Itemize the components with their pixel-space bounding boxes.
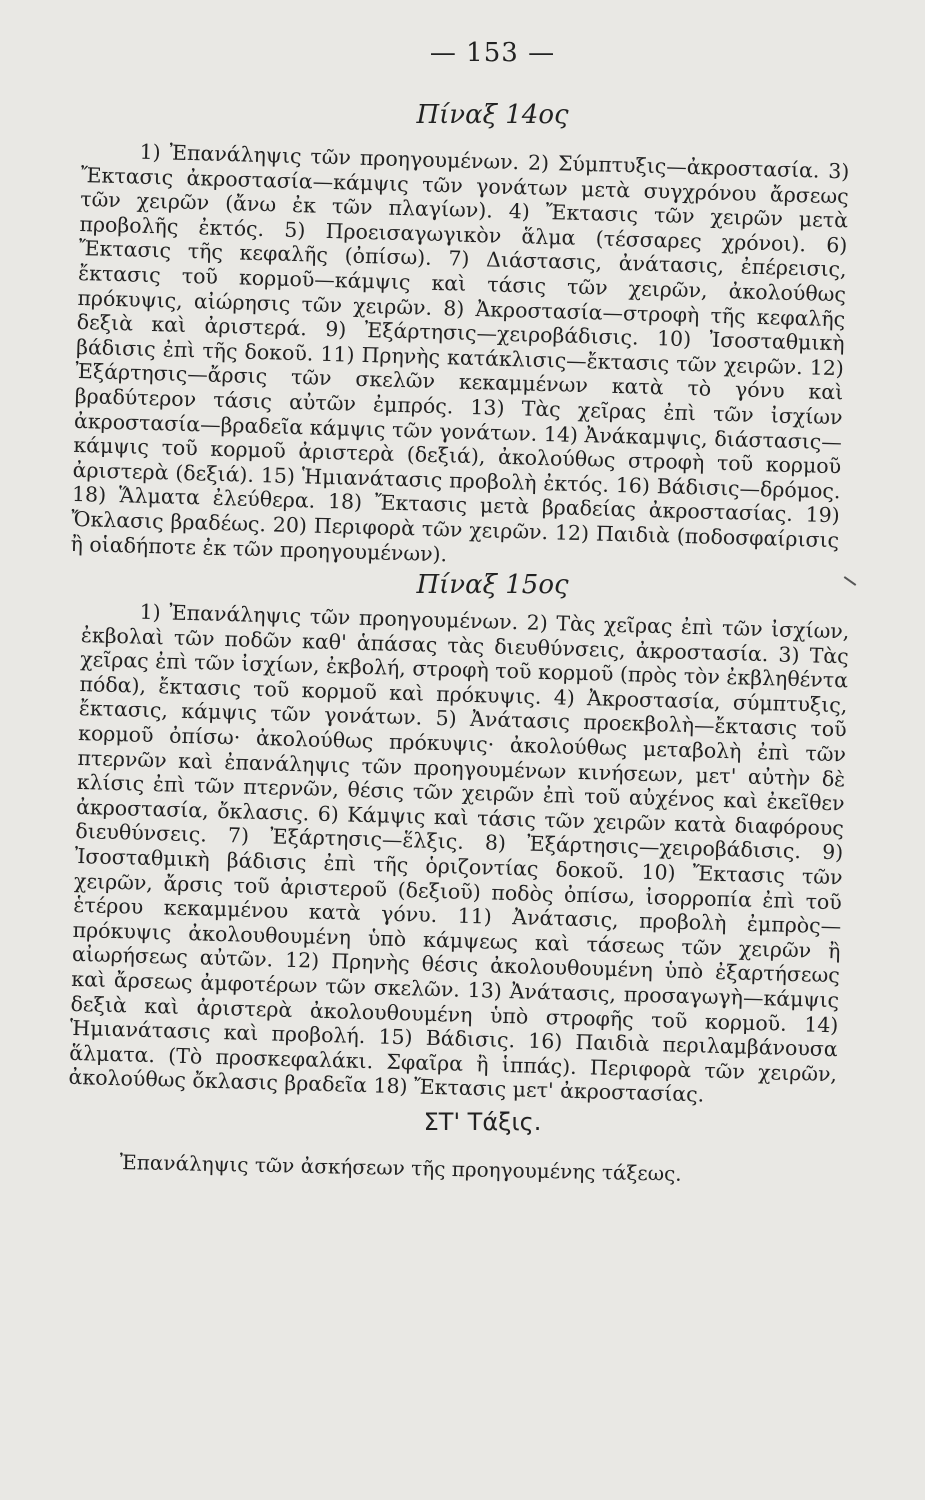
page-number: — 153 — [429,38,556,68]
class-6-heading: ΣΤ' Τάξις. [423,1108,542,1136]
table-15-title: Πίναξ 15ος [416,570,569,600]
table-14-exercises: 1) Ἐπανάληψις τῶν προηγουμένων. 2) Σύμπτυξις—ἀκροστασία. 3) Ἔκτασις ἀκροστασία—κάμψις τῶν γονάτων μετὰ συγχρόνου ἄρσεως τῶν χειρῶν (ἄνω ἐκ τῶν πλαγίων). 4) Ἔκτασις τῶν χειρῶν μετὰ προβολῆς ἐκτός. 5) Προεισαγωγικὸν ἅλμα (τέσσαρες χρόνοι). 6) Ἔκτασις τῆς κεφαλῆς (ὀπίσω). 7) Διάστασις, ἀνάτασις, ἐπέρεισις, ἔκτασις τοῦ κορμοῦ—κάμψις καὶ τάσις τῶν χειρῶν, ἀκολούθως πρόκυψις, αἰώρησις τῶν χειρῶν. 8) Ἀκροστασία—στροφὴ τῆς κεφαλῆς δεξιὰ καὶ ἀριστερά. 9) Ἐξάρτησις—χειροβάδισις. 10) Ἰσοσταθμικὴ βάδισις ἐπὶ τῆς δοκοῦ. 11) Πρηνὴς κατάκλισις—ἔκτασις τῶν χειρῶν. 12) Ἐξάρτησις—ἄρσις τῶν σκελῶν κεκαμμένων κατὰ τὸ γόνυ καὶ βραδύτερον τάσις αὐτῶν ἐμπρός. 13) Τὰς χεῖρας ἐπὶ τῶν ἰσχίων ἀκροστασία—βραδεῖα κάμψις τῶν γονάτων. 14) Ἀνάκαμψις, διάστασις—κάμψις τοῦ κορμοῦ ἀριστερὰ (δεξιά), ἀκολούθως στροφὴ τοῦ κορμοῦ ἀριστερὰ (δεξιά). 15) Ἡμιανάτασις προβολὴ ἐκτός. 16) Βάδισις—δρόμος. 18) Ἅλματα ἐλεύθερα. 18) Ἔκτασις μετὰ βραδείας ἀκροστασίας. 19) Ὄκλασις βραδέως. 20) Περιφορὰ τῶν χειρῶν. 12) Παιδιὰ (ποδοσφαίρισις ἢ οἱαδήποτε ἐκ τῶν προηγουμένων). [70,139,850,566]
table-15-exercises: 1) Ἐπανάληψις τῶν προηγουμένων. 2) Τὰς χεῖρας ἐπὶ τῶν ἰσχίων, ἐκβολαὶ τῶν ποδῶν καθ' ἁπάσας τὰς διευθύνσεις, ἀκροστασία. 3) Τὰς χεῖρας ἐπὶ τῶν ἰσχίων, ἐκβολή, στροφὴ τοῦ κορμοῦ (πρὸς τὸν ἐκβληθέντα πόδα), ἔκτασις τοῦ κορμοῦ καὶ πρόκυψις. 4) Ἀκροστασία, σύμπτυξις, ἔκτασις, κάμψις τῶν γονάτων. 5) Ἀνάτασις προεκβολὴ—ἔκτασις τοῦ κορμοῦ ὀπίσω· ἀκολούθως πρόκυψις· ἀκολούθως μεταβολὴ ἐπὶ τῶν πτερνῶν καὶ ἐπανάληψις τῶν προηγουμένων κινήσεων, μετ' αὐτὴν δὲ κλίσις ἐπὶ τῶν πτερνῶν, θέσις τῶν χειρῶν ἐπὶ τοῦ αὐχένος καὶ ἐκεῖθεν ἀκροστασία, ὄκλασις. 6) Κάμψις καὶ τάσις τῶν χειρῶν κατὰ διαφόρους διευθύνσεις. 7) Ἐξάρτησις—ἕλξις. 8) Ἐξάρτησις—χειροβάδισις. 9) Ἰσοσταθμικὴ βάδισις ἐπὶ τῆς ὁριζοντίας δοκοῦ. 10) Ἔκτασις τῶν χειρῶν, ἄρσις τοῦ ἀριστεροῦ (δεξιοῦ) ποδὸς ὀπίσω, ἰσορροπία ἐπὶ τοῦ ἑτέρου κεκαμμένου κατὰ γόνυ. 11) Ἀνάτασις, προβολὴ ἐμπρὸς—πρόκυψις ἀκολουθουμένη ὑπὸ κάμψεως καὶ τάσεως τῶν χειρῶν ἢ αἰωρήσεως αὐτῶν. 12) Πρηνὴς θέσις ἀκολουθουμένη ὑπὸ ἐξαρτήσεως καὶ ἄρσεως ἀμφοτέρων τῶν σκελῶν. 13) Ἀνάτασις, προσαγωγὴ—κάμψις δεξιὰ καὶ ἀριστερὰ ἀκολουθουμένη ὑπὸ στροφῆς τοῦ κορμοῦ. 14) Ἡμιανάτασις καὶ προβολή. 15) Βάδισις. 16) Παιδιὰ περιλαμβάνουσα ἅλματα. (Τὸ προσκεφαλάκι. Σφαῖρα ἢ ἱππάς). Περιφορὰ τῶν χειρῶν, ἀκολούθως ὄκλασις βραδεῖα 18) Ἔκτασις μετ' ἀκροστασίας. [68,599,850,1107]
class-6-text: Ἐπανάληψις τῶν ἀσκήσεων τῆς προηγουμένης τάξεως. [119,1150,682,1186]
table-14-title: Πίναξ 14ος [416,100,569,130]
